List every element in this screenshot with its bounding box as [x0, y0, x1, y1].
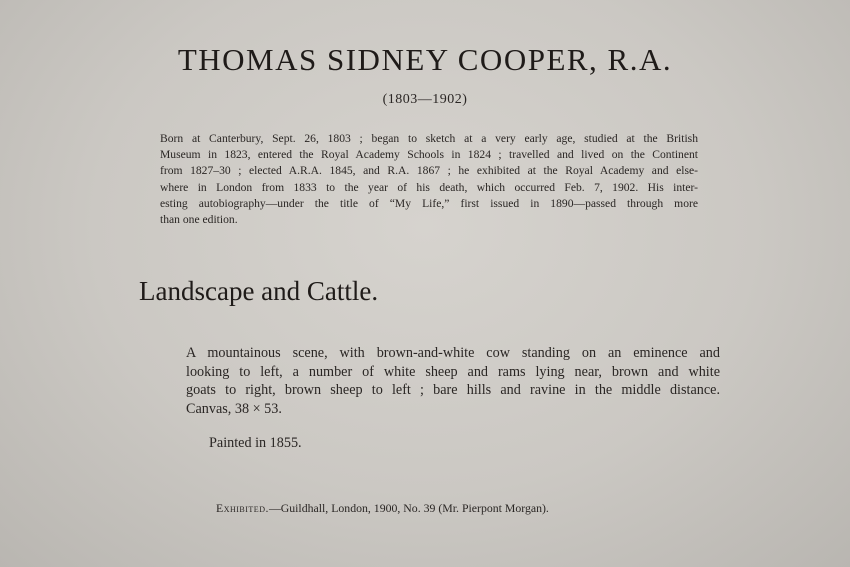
exhibited-label: Exhibited.: [216, 501, 269, 515]
description-line: A mountainous scene, with brown-and-white cow standing on an eminence and: [186, 345, 720, 361]
biography-line: Museum in 1823, entered the Royal Academy Schools in 1824 ; travelled and lived on the Continent: [160, 148, 698, 162]
exhibited-details: —Guildhall, London, 1900, No. 39 (Mr. Pierpont Morgan).: [268, 501, 549, 515]
description-line: looking to left, a number of white sheep and rams lying near, brown and white: [186, 363, 720, 380]
description-line: Canvas, 38 × 53.: [186, 400, 282, 417]
artist-name-heading: THOMAS SIDNEY COOPER, R.A.: [177, 42, 673, 77]
painting-title: Landscape and Cattle.: [139, 276, 379, 306]
description-line: goats to right, brown sheep to left ; bare hills and ravine in the middle distance.: [186, 382, 720, 399]
biography-line: Born at Canterbury, Sept. 26, 1803 ; began to sketch at a very early age, studied at the British: [160, 132, 698, 145]
biography-line: than one edition.: [160, 213, 238, 227]
biography-line: from 1827–30 ; elected A.R.A. 1845, and R.A. 1867 ; he exhibited at the Royal Academy and else-: [160, 164, 698, 178]
biography-line: esting autobiography—under the title of “My Life,” first issued in 1890—passed through more: [160, 196, 698, 210]
painting-description: [186, 344, 720, 418]
painted-date: Painted in 1855.: [209, 435, 302, 451]
artist-life-dates: (1803—1902): [382, 92, 468, 107]
exhibition-record: [216, 501, 549, 516]
artist-biography: [160, 131, 698, 228]
biography-line: where in London from 1833 to the year of his death, which occurred Feb. 7, 1902. His inter-: [160, 180, 698, 194]
